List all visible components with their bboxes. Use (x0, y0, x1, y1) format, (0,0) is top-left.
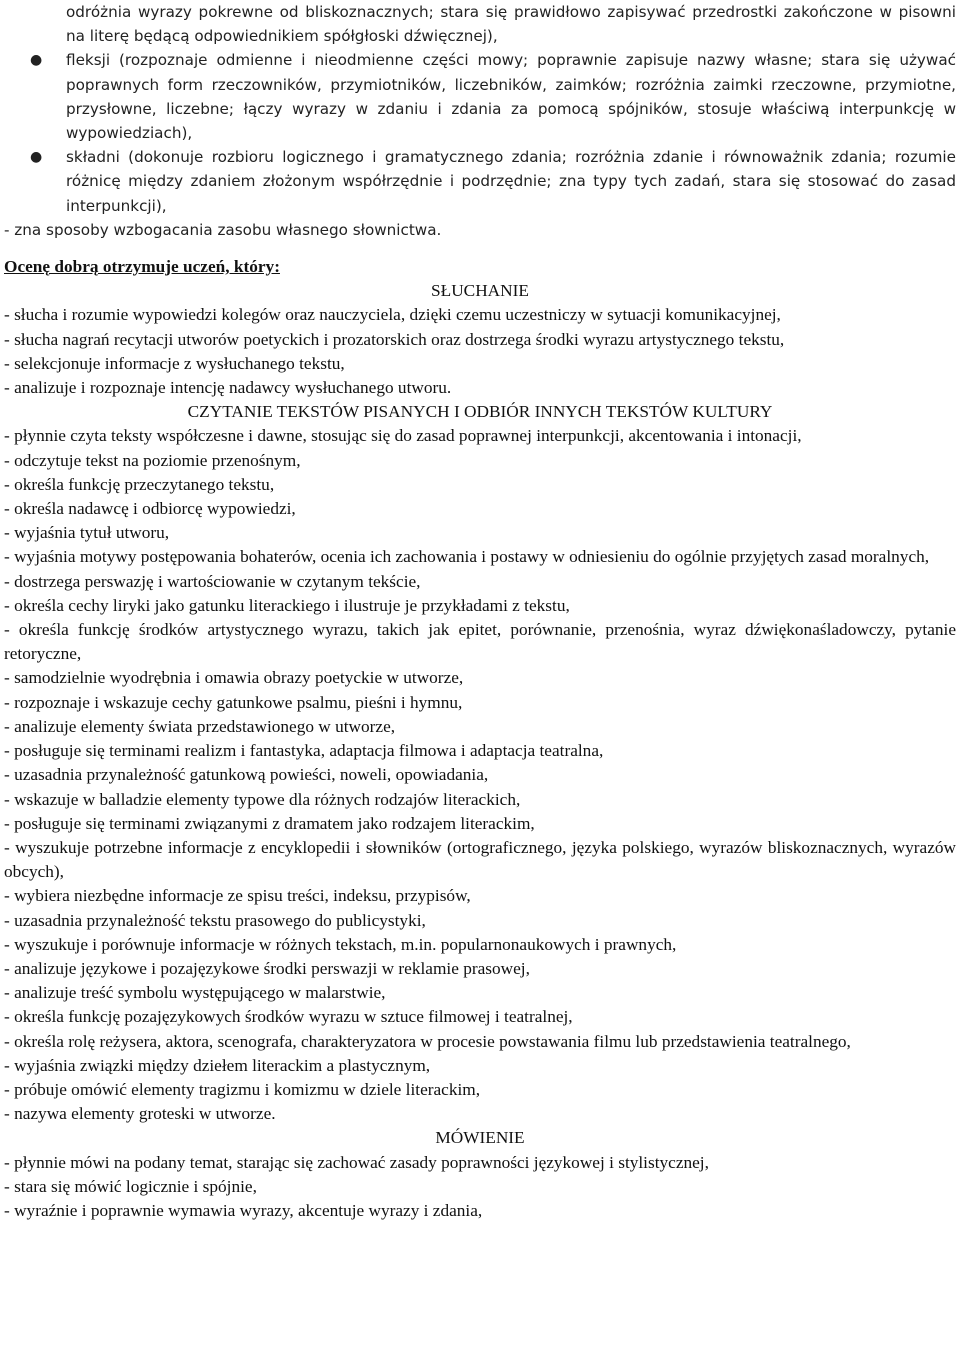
list-item: - wyraźnie i poprawnie wymawia wyrazy, akcentuje wyrazy i zdania, (4, 1200, 483, 1220)
list-item: - analizuje treść symbolu występującego w malarstwie, (4, 983, 386, 1003)
bullet-dot-icon: ● (30, 52, 43, 69)
list-item: - posługuje się terminami realizm i fantastyka, adaptacja filmowa i adaptacja teatralna, (4, 741, 604, 761)
list-item: - określa funkcję pozajęzykowych środków wyrazu w sztuce filmowej i teatralnej, (4, 1007, 573, 1027)
section-title-sluchanie: SŁUCHANIE (431, 281, 529, 301)
list-item: - uzasadnia przynależność tekstu prasowego do publicystyki, (4, 910, 426, 930)
bullet-skladnia (4, 145, 956, 218)
list-item: - słucha i rozumie wypowiedzi kolegów oraz nauczyciela, dzięki czemu uczestniczy w sytuacji komunikacyjnej, (4, 305, 781, 325)
list-item: - wyszukuje i porównuje informacje w różnych tekstach, m.in. popularnonaukowych i prawnych, (4, 934, 677, 954)
bullet-dot-icon: ● (30, 149, 43, 166)
list-item: - słucha nagrań recytacji utworów poetyckich i prozatorskich oraz dostrzega środki wyrazu artystycznego tekstu, (4, 329, 785, 349)
section-list-mowienie (4, 1151, 956, 1224)
list-item: - analizuje i rozpoznaje intencję nadawcy wysłuchanego utworu. (4, 378, 452, 398)
list-item: - nazywa elementy groteski w utworze. (4, 1104, 276, 1124)
list-item: - wyjaśnia związki między dziełem literackim a plastycznym, (4, 1055, 431, 1075)
list-item: - analizuje elementy świata przedstawionego w utworze, (4, 716, 396, 736)
list-item: - posługuje się terminami związanymi z dramatem jako rodzajem literackim, (4, 813, 535, 833)
list-item: - wyjaśnia tytuł utworu, (4, 523, 170, 543)
list-item: - rozpoznaje i wskazuje cechy gatunkowe psalmu, pieśni i hymnu, (4, 692, 463, 712)
grade-heading-text: Ocenę dobrą otrzymuje uczeń, który: (4, 257, 280, 277)
list-item: - określa funkcję przeczytanego tekstu, (4, 474, 275, 494)
list-item: - płynnie mówi na podany temat, starając się zachować zasady poprawności językowej i stylistycznej, (4, 1152, 709, 1172)
intro-last-line: - zna sposoby wzbogacania zasobu własnego słownictwa. (4, 220, 442, 239)
section-list-czytanie (4, 424, 956, 1126)
list-item: - wyszukuje potrzebne informacje z encyklopedii i słowników (ortograficznego, języka polskiego, wyrazów bliskoznacznych, wyrazów obcych), (4, 837, 956, 882)
list-item: - stara się mówić logicznie i spójnie, (4, 1176, 257, 1196)
list-item: - próbuje omówić elementy tragizmu i komizmu w dziele literackim, (4, 1079, 481, 1099)
list-item: - określa funkcję środków artystycznego wyrazu, takich jak epitet, porównanie, przenośnia, wyraz dźwiękonaśladowczy, pytanie retoryczne, (4, 620, 956, 664)
bullet-skladnia-text: składni (dokonuje rozbioru logicznego i gramatycznego zdania; rozróżnia zdanie i równoważnik zdania; rozumie różnicę między zdaniem złożonym współrzędnie i podrzędnie; zna typy tych zadań, stara się stosować do zasad interpunkcji), (66, 148, 956, 215)
list-item: - dostrzega perswazję i wartościowanie w czytanym tekście, (4, 571, 421, 591)
intro-continuation: odróżnia wyrazy pokrewne od bliskoznacznych; stara się prawidłowo zapisywać przedrostki zakończone w pisowni na literę będącą odpowiednikiem spółgłoski dźwięcznej), (66, 3, 956, 46)
list-item: - określa nadawcę i odbiorcę wypowiedzi, (4, 499, 296, 519)
section-list-sluchanie (4, 303, 956, 400)
section-title-czytanie: CZYTANIE TEKSTÓW PISANYCH I ODBIÓR INNYCH TEKSTÓW KULTURY (187, 402, 773, 422)
list-item: - określa cechy liryki jako gatunku literackiego i ilustruje je przykładami z tekstu, (4, 595, 570, 615)
list-item: - uzasadnia przynależność gatunkową powieści, noweli, opowiadania, (4, 765, 489, 785)
document-page (4, 0, 956, 1223)
list-item: - wyjaśnia motywy postępowania bohaterów, ocenia ich zachowania i postawy w odniesieniu do ogólnie przyjętych zasad moralnych, (4, 547, 930, 567)
list-item: - selekcjonuje informacje z wysłuchanego tekstu, (4, 353, 345, 373)
list-item: - analizuje językowe i pozajęzykowe środki perswazji w reklamie prasowej, (4, 958, 530, 978)
list-item: - odczytuje tekst na poziomie przenośnym, (4, 450, 301, 470)
list-item: - wskazuje w balladzie elementy typowe dla różnych rodzajów literackich, (4, 789, 521, 809)
bullet-fleksja-text: fleksji (rozpoznaje odmienne i nieodmienne części mowy; poprawnie zapisuje nazwy własne; stara się używać poprawnych form rzeczowników, przymiotników, liczebników, zaimków; rozróżnia zaimki rzeczowne, przymiotne, przysłowne, liczebne; łączy wyrazy w zdaniu i zdania za pomocą spójników, stosuje właściwą interpunkcję w wypowiedziach), (66, 51, 956, 143)
list-item: - płynnie czyta teksty współczesne i dawne, stosując się do zasad poprawnej interpunkcji, akcentowania i intonacji, (4, 426, 802, 446)
bullet-fleksja (4, 48, 956, 145)
list-item: - określa rolę reżysera, aktora, scenografa, charakteryzatora w procesie powstawania filmu lub przedstawienia teatralnego, (4, 1031, 851, 1051)
grade-heading (4, 255, 956, 279)
list-item: - wybiera niezbędne informacje ze spisu treści, indeksu, przypisów, (4, 886, 471, 906)
list-item: - samodzielnie wyodrębnia i omawia obrazy poetyckie w utworze, (4, 668, 464, 688)
section-title-mowienie: MÓWIENIE (435, 1128, 525, 1148)
